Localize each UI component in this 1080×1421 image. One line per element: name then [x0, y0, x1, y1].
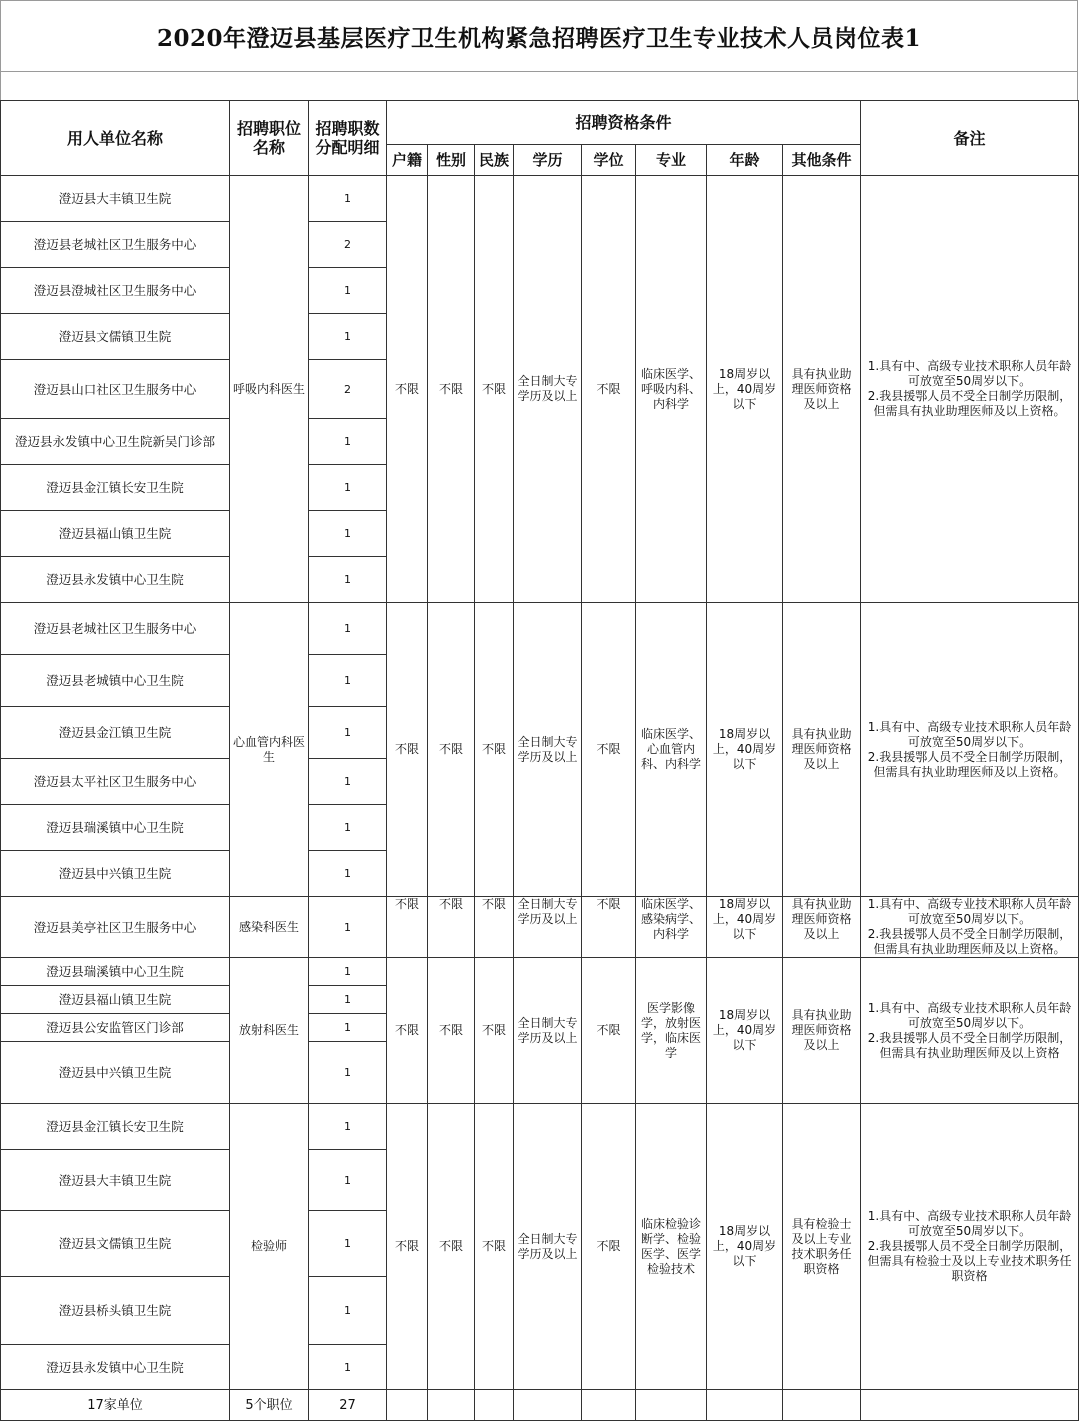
unit-name-header: 用人单位名称: [1, 101, 230, 176]
other-cell: 具有检验士及以上专业技术职务任职资格: [783, 1104, 861, 1390]
other-cell: 具有执业助理医师资格及以上: [783, 176, 861, 603]
ethnicity-cell: 不限: [475, 603, 514, 897]
remark-line-1: 1.具有中、高级专业技术职称人员年龄可放宽至50周岁以下。: [867, 1209, 1072, 1238]
empty-cell: [707, 1390, 783, 1421]
quota-cell: 1: [309, 314, 387, 360]
unit-name-cell: 澄迈县文儒镇卫生院: [1, 1211, 230, 1277]
age-cell: 18周岁以上，40周岁以下: [707, 958, 783, 1104]
quota-cell: 1: [309, 1150, 387, 1211]
position-cell: 呼吸内科医生: [230, 176, 309, 603]
age-cell: 18周岁以上，40周岁以下: [707, 603, 783, 897]
age-cell: 18周岁以上，40周岁以下: [707, 1104, 783, 1390]
age-cell: 18周岁以上，40周岁以下: [707, 897, 783, 958]
degree-header: 学位: [582, 145, 636, 176]
unit-name-cell: 澄迈县大丰镇卫生院: [1, 176, 230, 222]
gender-header: 性别: [428, 145, 475, 176]
empty-cell: [636, 1390, 707, 1421]
education-cell: 全日制大专学历及以上: [514, 603, 582, 897]
major-header: 专业: [636, 145, 707, 176]
page-title: 2020年澄迈县基层医疗卫生机构紧急招聘医疗卫生专业技术人员岗位表1: [156, 24, 922, 52]
table-row: [1, 176, 1079, 222]
education-cell: 全日制大专学历及以上: [514, 897, 582, 958]
remark-line-1: 1.具有中、高级专业技术职称人员年龄可放宽至50周岁以下。: [867, 359, 1072, 388]
quota-total: 27: [309, 1390, 387, 1421]
unit-name-cell: 澄迈县金江镇长安卫生院: [1, 465, 230, 511]
unit-name-cell: 澄迈县澄城社区卫生服务中心: [1, 268, 230, 314]
empty-cell: [387, 1390, 428, 1421]
quota-cell: 1: [309, 419, 387, 465]
unit-name-cell: 澄迈县美亭社区卫生服务中心: [1, 897, 230, 958]
quota-cell: 1: [309, 1345, 387, 1390]
unit-name-cell: 澄迈县老城镇中心卫生院: [1, 655, 230, 707]
education-cell: 全日制大专学历及以上: [514, 176, 582, 603]
unit-name-cell: 澄迈县老城社区卫生服务中心: [1, 222, 230, 268]
education-cell: 全日制大专学历及以上: [514, 1104, 582, 1390]
position-cell: 检验师: [230, 1104, 309, 1390]
other-cell: 具有执业助理医师资格及以上: [783, 897, 861, 958]
other-header: 其他条件: [783, 145, 861, 176]
quota-cell: 1: [309, 603, 387, 655]
remarks-cell: [861, 176, 1079, 603]
quota-cell: 2: [309, 222, 387, 268]
blank-row: [0, 72, 1078, 100]
empty-cell: [428, 1390, 475, 1421]
gender-cell: 不限: [428, 603, 475, 897]
quota-cell: 1: [309, 511, 387, 557]
position-cell: 放射科医生: [230, 958, 309, 1104]
ethnicity-header: 民族: [475, 145, 514, 176]
unit-name-cell: 澄迈县山口社区卫生服务中心: [1, 360, 230, 419]
unit-name-cell: 澄迈县永发镇中心卫生院: [1, 1345, 230, 1390]
unit-name-cell: 澄迈县中兴镇卫生院: [1, 1042, 230, 1104]
unit-name-cell: 澄迈县老城社区卫生服务中心: [1, 603, 230, 655]
quota-cell: 1: [309, 268, 387, 314]
gender-cell: 不限: [428, 1104, 475, 1390]
footer-row: [1, 1390, 1079, 1421]
remarks-cell: [861, 897, 1079, 958]
empty-cell: [783, 1390, 861, 1421]
unit-name-cell: 澄迈县桥头镇卫生院: [1, 1277, 230, 1345]
quota-cell: 1: [309, 986, 387, 1014]
remark-line-1: 1.具有中、高级专业技术职称人员年龄可放宽至50周岁以下。: [867, 719, 1072, 749]
qualification-header: 招聘资格条件: [387, 101, 861, 145]
table-row: [1, 1104, 1079, 1150]
major-cell: 临床检验诊断学、检验医学、医学检验技术: [636, 1104, 707, 1390]
quota-cell: 1: [309, 557, 387, 603]
unit-name-cell: 澄迈县大丰镇卫生院: [1, 1150, 230, 1211]
unit-name-cell: 澄迈县福山镇卫生院: [1, 511, 230, 557]
quota-cell: 1: [309, 759, 387, 805]
remarks-cell: [861, 1104, 1079, 1390]
unit-name-cell: 澄迈县永发镇中心卫生院: [1, 557, 230, 603]
job-table: [0, 100, 1079, 1421]
remark-line-2: 2.我县援鄂人员不受全日制学历限制，但需具有执业助理医师及以上资格。: [867, 389, 1072, 418]
ethnicity-cell: 不限: [475, 958, 514, 1104]
remarks-cell: [861, 603, 1079, 897]
quota-cell: 1: [309, 176, 387, 222]
remarks-header: 备注: [861, 101, 1079, 176]
household-cell: 不限: [387, 176, 428, 603]
degree-cell: 不限: [582, 1104, 636, 1390]
gender-cell: 不限: [428, 958, 475, 1104]
remark-line-2: 2.我县援鄂人员不受全日制学历限制，但需具有执业助理医师及以上资格: [867, 1030, 1072, 1060]
major-cell: 临床医学、感染病学、内科学: [636, 897, 707, 958]
major-cell: 临床医学、心血管内科、内科学: [636, 603, 707, 897]
remark-line-1: 1.具有中、高级专业技术职称人员年龄可放宽至50周岁以下。: [867, 897, 1072, 926]
quota-cell: 2: [309, 360, 387, 419]
other-cell: 具有执业助理医师资格及以上: [783, 603, 861, 897]
gender-cell: 不限: [428, 176, 475, 603]
quota-cell: 1: [309, 1277, 387, 1345]
education-header: 学历: [514, 145, 582, 176]
empty-cell: [582, 1390, 636, 1421]
unit-name-cell: 澄迈县瑞溪镇中心卫生院: [1, 958, 230, 986]
quota-cell: 1: [309, 1211, 387, 1277]
unit-name-cell: 澄迈县公安监管区门诊部: [1, 1014, 230, 1042]
gender-cell: 不限: [428, 897, 475, 958]
quota-cell: 1: [309, 707, 387, 759]
title-row: [0, 0, 1078, 72]
household-cell: 不限: [387, 603, 428, 897]
empty-cell: [861, 1390, 1079, 1421]
quota-cell: 1: [309, 805, 387, 851]
degree-cell: 不限: [582, 603, 636, 897]
table-body: [1, 101, 1079, 1421]
remark-line-2: 2.我县援鄂人员不受全日制学历限制，但需具有执业助理医师及以上资格。: [867, 749, 1072, 779]
remarks-cell: [861, 958, 1079, 1104]
quota-cell: 1: [309, 851, 387, 897]
ethnicity-cell: 不限: [475, 1104, 514, 1390]
degree-cell: 不限: [582, 897, 636, 958]
position-cell: 心血管内科医生: [230, 603, 309, 897]
unit-name-cell: 澄迈县福山镇卫生院: [1, 986, 230, 1014]
table-row: [1, 897, 1079, 958]
household-cell: 不限: [387, 958, 428, 1104]
unit-name-cell: 澄迈县瑞溪镇中心卫生院: [1, 805, 230, 851]
household-cell: 不限: [387, 1104, 428, 1390]
position-cell: 感染科医生: [230, 897, 309, 958]
household-cell: 不限: [387, 897, 428, 958]
ethnicity-cell: 不限: [475, 176, 514, 603]
quota-cell: 1: [309, 1042, 387, 1104]
unit-name-cell: 澄迈县永发镇中心卫生院新吴门诊部: [1, 419, 230, 465]
quota-header: 招聘职数分配明细: [309, 101, 387, 176]
unit-name-cell: 澄迈县太平社区卫生服务中心: [1, 759, 230, 805]
major-cell: 临床医学、呼吸内科、内科学: [636, 176, 707, 603]
quota-cell: 1: [309, 655, 387, 707]
remark-line-1: 1.具有中、高级专业技术职称人员年龄可放宽至50周岁以下。: [867, 1000, 1072, 1030]
remark-line-2: 2.我县援鄂人员不受全日制学历限制，但需具有检验士及以上专业技术职务任职资格: [867, 1239, 1072, 1283]
household-header: 户籍: [387, 145, 428, 176]
quota-cell: 1: [309, 465, 387, 511]
quota-cell: 1: [309, 897, 387, 958]
empty-cell: [514, 1390, 582, 1421]
quota-cell: 1: [309, 1014, 387, 1042]
age-header: 年龄: [707, 145, 783, 176]
education-cell: 全日制大专学历及以上: [514, 958, 582, 1104]
unit-name-cell: 澄迈县金江镇卫生院: [1, 707, 230, 759]
units-total: 17家单位: [1, 1390, 230, 1421]
table-row: [1, 603, 1079, 655]
unit-name-cell: 澄迈县中兴镇卫生院: [1, 851, 230, 897]
unit-name-cell: 澄迈县金江镇长安卫生院: [1, 1104, 230, 1150]
quota-cell: 1: [309, 958, 387, 986]
position-name-header: 招聘职位名称: [230, 101, 309, 176]
unit-name-cell: 澄迈县文儒镇卫生院: [1, 314, 230, 360]
major-cell: 医学影像学，放射医学，临床医学: [636, 958, 707, 1104]
other-cell: 具有执业助理医师资格及以上: [783, 958, 861, 1104]
positions-total: 5个职位: [230, 1390, 309, 1421]
empty-cell: [475, 1390, 514, 1421]
quota-cell: 1: [309, 1104, 387, 1150]
ethnicity-cell: 不限: [475, 897, 514, 958]
table-row: [1, 958, 1079, 986]
header-row-1: [1, 101, 1079, 145]
remark-line-2: 2.我县援鄂人员不受全日制学历限制，但需具有执业助理医师及以上资格。: [867, 927, 1072, 956]
degree-cell: 不限: [582, 176, 636, 603]
degree-cell: 不限: [582, 958, 636, 1104]
age-cell: 18周岁以上，40周岁以下: [707, 176, 783, 603]
